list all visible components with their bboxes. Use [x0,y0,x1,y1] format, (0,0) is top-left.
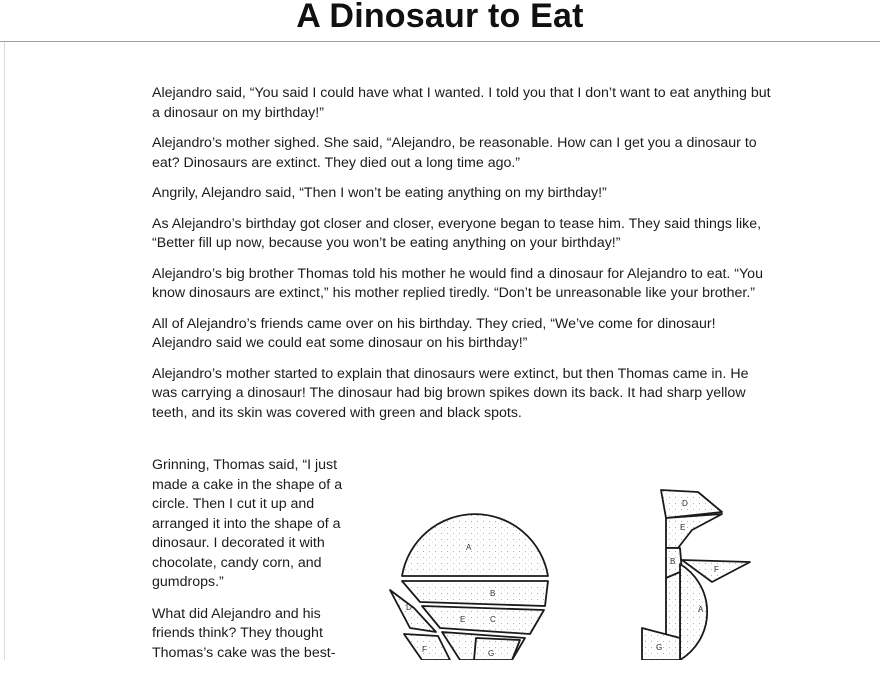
cake-piece-a [402,514,548,576]
story-paragraph: Alejandro’s mother sighed. She said, “Alejandro, be reasonable. How can I get you a dinosaur to eat? Dinosaurs are extinct. They died out a long time ago.” [152,135,757,171]
cake-diagram [380,478,780,660]
cake-label: G [488,649,495,658]
dino-jaw [666,514,722,548]
side-paragraph: What did Alejandro and his friends think? They thought Thomas’s cake was the best- [152,605,336,661]
cake-illustration [380,478,780,660]
cake-label: B [490,589,496,598]
title-divider [0,41,880,42]
side-column [152,456,367,675]
story-body [152,84,777,434]
dino-label: F [714,565,719,574]
cake-label: C [490,615,496,624]
dino-label: E [680,523,686,532]
story-paragraph: As Alejandro’s birthday got closer and closer, everyone began to tease him. They said things like, “Better fill up now, because you won’t be eating anything on your birthday!” [152,215,762,251]
story-paragraph: All of Alejandro’s friends came over on his birthday. They cried, “We’ve come for dinosaur! Alejandro said we could eat some dinosaur on his birthday!” [152,315,716,351]
dino-label: B [670,557,676,566]
story-paragraph: Alejandro’s mother started to explain that dinosaurs were extinct, but then Thomas came in. He was carrying a dinosaur! The dinosaur had big brown spikes down its back. It had sharp yellow teeth, and its skin was covered with green and black spots. [152,365,749,421]
story-paragraph: Alejandro said, “You said I could have what I wanted. I told you that I don’t want to eat anything but a dinosaur on my birthday!” [152,85,771,121]
dinosaur-cake [642,490,750,660]
cake-label: D [406,603,412,612]
cake-label: E [460,615,466,624]
cake-piece-b [402,581,548,606]
dino-label: A [698,605,704,614]
story-paragraph: Alejandro’s big brother Thomas told his mother he would find a dinosaur for Alejandro to eat. “You know dinosaurs are extinct,” his mother replied tiredly. “Don’t be unreasonable like your brother.” [152,265,763,301]
cake-label: F [422,645,427,654]
dino-label: G [656,643,663,652]
page-edge [4,42,5,660]
dino-label: D [682,499,688,508]
cake-piece-g [474,638,520,660]
cake-label: A [466,543,472,552]
side-paragraph: Grinning, Thomas said, “I just made a cake in the shape of a circle. Then I cut it up and arranged it into the shape of a dinosaur. I decorated it with chocolate, candy corn, and gumdrops.” [152,457,343,590]
circle-cake [390,514,548,660]
cake-piece-f [404,634,450,660]
cake-piece-c [422,606,544,634]
story-paragraph: Angrily, Alejandro said, “Then I won’t be eating anything on my birthday!” [152,185,607,201]
page-title: A Dinosaur to Eat [296,0,584,35]
